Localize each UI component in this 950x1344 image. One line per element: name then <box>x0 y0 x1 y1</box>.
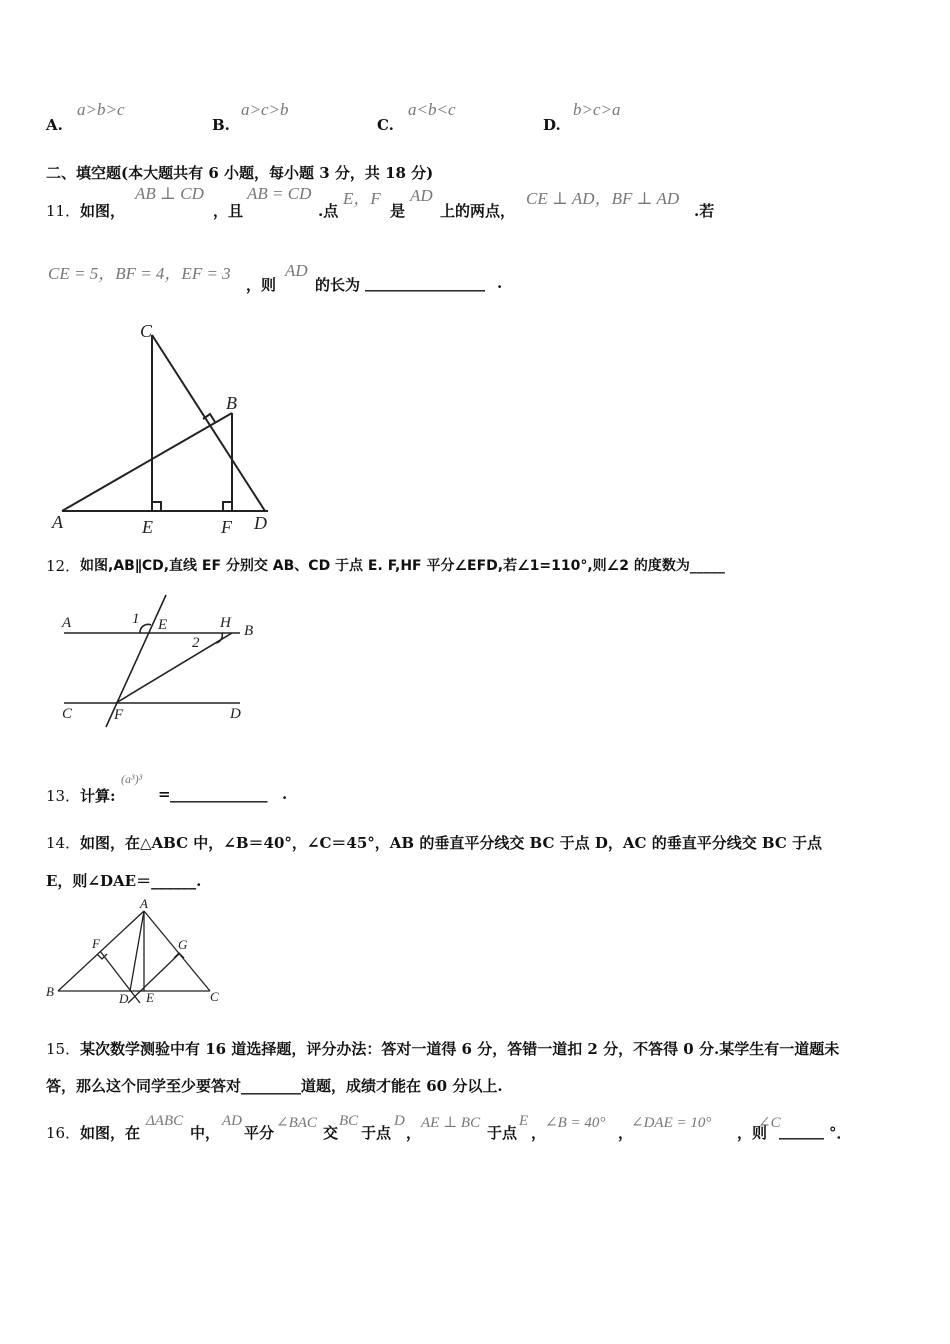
q12-label-h: H <box>220 615 231 631</box>
q14-line-2: E，则∠DAE＝______. <box>46 872 202 890</box>
q16-text: ， <box>406 1124 422 1142</box>
option-d-label: D. <box>543 116 561 134</box>
q11-math: AD <box>285 261 308 280</box>
q12-label-a: A <box>62 615 72 631</box>
q13-equals: = <box>158 785 171 803</box>
q16-text: 平分 <box>244 1124 275 1142</box>
q16-math: E <box>519 1113 529 1129</box>
q11-label-a: A <box>52 512 63 532</box>
q11-label-c: C <box>140 321 153 341</box>
q13-number: 13． <box>46 787 81 805</box>
option-b-label: B. <box>212 116 230 134</box>
q11-text: 如图， <box>80 202 126 220</box>
q16-text: 于点 <box>361 1124 392 1142</box>
option-a-expr: a>b>c <box>77 100 125 119</box>
q15-line-1: 某次数学测验中有 16 道选择题，评分办法：答对一道得 6 分，答错一道扣 2 分，不答得 0 分.某学生有一道题未 <box>80 1040 840 1058</box>
option-c-expr: a<b<c <box>408 100 456 119</box>
q12-label-b: B <box>244 623 254 639</box>
q16-text: 如图，在 <box>80 1124 141 1142</box>
q12-text: 如图,AB∥CD,直线 EF 分别交 AB、CD 于点 E. F,HF 平分∠EFD,若∠1=110°,则∠2 的度数为_____ <box>80 558 725 574</box>
q14-label-g: G <box>178 937 188 952</box>
q14-label-f: F <box>92 936 100 951</box>
q16-math: ΔABC <box>146 1113 184 1129</box>
q11-label-b: B <box>226 393 237 413</box>
section-title: 二、填空题(本大题共有 6 小题，每小题 3 分，共 18 分) <box>46 164 434 182</box>
q11-label-d: D <box>254 513 267 533</box>
q15-number: 15． <box>46 1040 81 1058</box>
q14-label-d: D <box>119 991 129 1006</box>
q14-number: 14． <box>46 834 81 852</box>
q12-figure <box>50 585 280 735</box>
q13-answer-blank[interactable]: _____________ <box>170 785 268 803</box>
q11-math: AB = CD <box>247 184 312 203</box>
q16-math: AE ⊥ BC <box>421 1115 481 1131</box>
q11-math: CE = 5，BF = 4，EF = 3 <box>48 264 231 283</box>
q11-text: 上的两点， <box>440 202 516 220</box>
q13-expression: (a³)³ <box>121 772 143 786</box>
q14-label-e: E <box>146 990 154 1005</box>
q11-figure <box>40 315 280 545</box>
q11-text: .点 <box>318 202 339 220</box>
q12-label-f: F <box>114 707 124 723</box>
q16-math: BC <box>339 1113 359 1129</box>
option-b-expr: a>c>b <box>241 100 289 119</box>
q12-label-1: 1 <box>132 611 140 627</box>
q16-math: ∠B = 40° <box>545 1115 606 1131</box>
q16-math: ∠DAE = 10° <box>631 1115 712 1131</box>
q11-text: ，则 <box>246 276 277 294</box>
q14-label-b: B <box>46 984 54 999</box>
q16-text: ， <box>618 1124 634 1142</box>
q11-label-e: E <box>142 517 153 537</box>
q11-math: CE ⊥ AD，BF ⊥ AD <box>526 189 680 208</box>
q11-answer-blank[interactable]: ________________ <box>365 274 485 292</box>
q11-number: 11． <box>46 202 81 220</box>
q16-text: ， <box>531 1124 547 1142</box>
q11-label-f: F <box>221 517 232 537</box>
q11-math: AB ⊥ CD <box>135 184 204 203</box>
q15-line-2: 答，那么这个同学至少要答对________道题，成绩才能在 60 分以上. <box>46 1077 503 1095</box>
q14-label-c: C <box>210 989 219 1004</box>
q12-label-2: 2 <box>192 635 200 651</box>
q12-label-d: D <box>230 706 241 722</box>
q16-number: 16． <box>46 1124 81 1142</box>
q16-math: ∠C <box>758 1115 781 1131</box>
q16-text: °． <box>829 1124 852 1142</box>
q16-math: D <box>394 1113 405 1129</box>
option-c-label: C. <box>377 116 394 134</box>
q16-answer-blank[interactable]: ______ <box>779 1122 824 1140</box>
q12-label-c: C <box>62 706 73 722</box>
q11-text: 是 <box>390 202 406 220</box>
q14-label-a: A <box>140 896 148 911</box>
q11-text: .若 <box>694 202 715 220</box>
q16-math: ∠BAC <box>276 1115 317 1131</box>
q11-text: ，且 <box>213 202 244 220</box>
q14-line-1: 如图，在△ABC 中，∠B＝40°，∠C＝45°，AB 的垂直平分线交 BC 于点 D，AC 的垂直平分线交 BC 于点 <box>80 834 823 852</box>
q11-math: E，F <box>343 189 381 208</box>
q12-number: 12． <box>46 557 81 575</box>
q16-text: 交 <box>323 1124 339 1142</box>
q11-math: AD <box>410 186 433 205</box>
option-d-expr: b>c>a <box>573 100 621 119</box>
q11-text: 的长为 <box>315 276 361 294</box>
q11-text: . <box>497 274 503 292</box>
q12-label-e: E <box>158 617 168 633</box>
q16-text: 于点 <box>487 1124 518 1142</box>
q13-period: . <box>282 785 288 803</box>
q16-math: AD <box>222 1113 242 1129</box>
q16-text: ，则 <box>737 1124 768 1142</box>
q14-figure <box>40 895 240 1015</box>
q16-text: 中， <box>190 1124 221 1142</box>
q13-text: 计算: <box>80 787 116 805</box>
option-a-label: A. <box>46 116 63 134</box>
